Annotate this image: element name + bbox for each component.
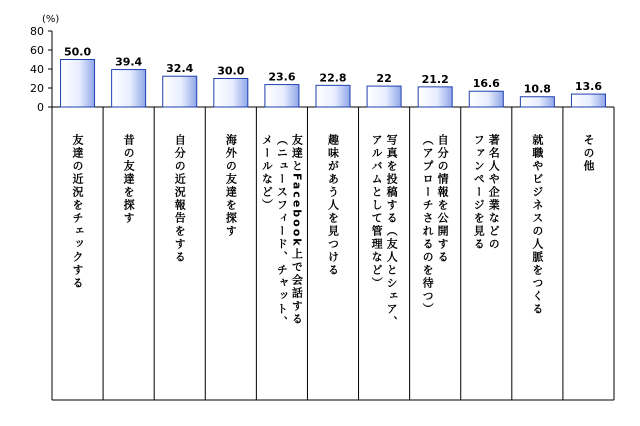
data-label: 22.8 xyxy=(319,71,347,85)
category-label: 友達とFacebook上で会話する xyxy=(290,134,304,326)
category-label: 昔の友達を探す xyxy=(122,134,136,225)
bar xyxy=(112,70,146,107)
bar xyxy=(316,85,350,107)
category-label: 友達の近況をチェックする xyxy=(71,134,85,290)
y-tick-label: 0 xyxy=(37,101,44,114)
data-label: 13.6 xyxy=(574,80,603,94)
category-label: 海外の友達を探す xyxy=(224,134,238,238)
category-label: 自分の近況報告をする xyxy=(173,134,187,264)
bar xyxy=(520,97,554,107)
data-label: 30.0 xyxy=(217,64,245,78)
bar xyxy=(61,60,95,108)
category-label: アルバムとして管理など） xyxy=(370,134,384,290)
data-label: 22 xyxy=(376,72,392,86)
bar xyxy=(367,86,401,107)
data-label: 32.4 xyxy=(166,62,194,76)
category-label: ファンページを見る xyxy=(472,134,486,251)
category-label: その他 xyxy=(581,134,595,173)
category-label: メールなど） xyxy=(260,134,274,212)
data-label: 16.6 xyxy=(472,77,500,91)
category-label: （ニュースフィード、チャット、 xyxy=(275,134,289,329)
category-label: 写真を投稿する（友人とシェア、 xyxy=(385,134,399,329)
data-label: 10.8 xyxy=(523,82,551,96)
bar xyxy=(571,94,605,107)
unit-label: (%) xyxy=(42,14,60,25)
bar xyxy=(469,91,503,107)
data-label: 21.2 xyxy=(421,72,449,86)
y-tick-label: 60 xyxy=(30,44,44,57)
bar xyxy=(214,79,248,108)
y-tick-label: 20 xyxy=(30,82,44,95)
category-label: 趣味があう人を見つける xyxy=(326,134,340,277)
data-label: 39.4 xyxy=(115,55,143,69)
data-label: 50.0 xyxy=(63,45,92,59)
bar xyxy=(418,87,452,107)
bar xyxy=(265,85,299,107)
category-label: 自分の情報を公開する xyxy=(436,134,450,264)
category-label: （アプローチされるのを待つ） xyxy=(421,134,435,316)
y-tick-label: 40 xyxy=(30,63,44,76)
data-label: 23.6 xyxy=(268,70,296,84)
y-tick-label: 80 xyxy=(30,25,44,38)
category-label: 著名人や企業などの xyxy=(487,134,501,251)
category-label: 就職やビジネスの人脈をつくる xyxy=(530,134,544,316)
bar xyxy=(163,76,197,107)
